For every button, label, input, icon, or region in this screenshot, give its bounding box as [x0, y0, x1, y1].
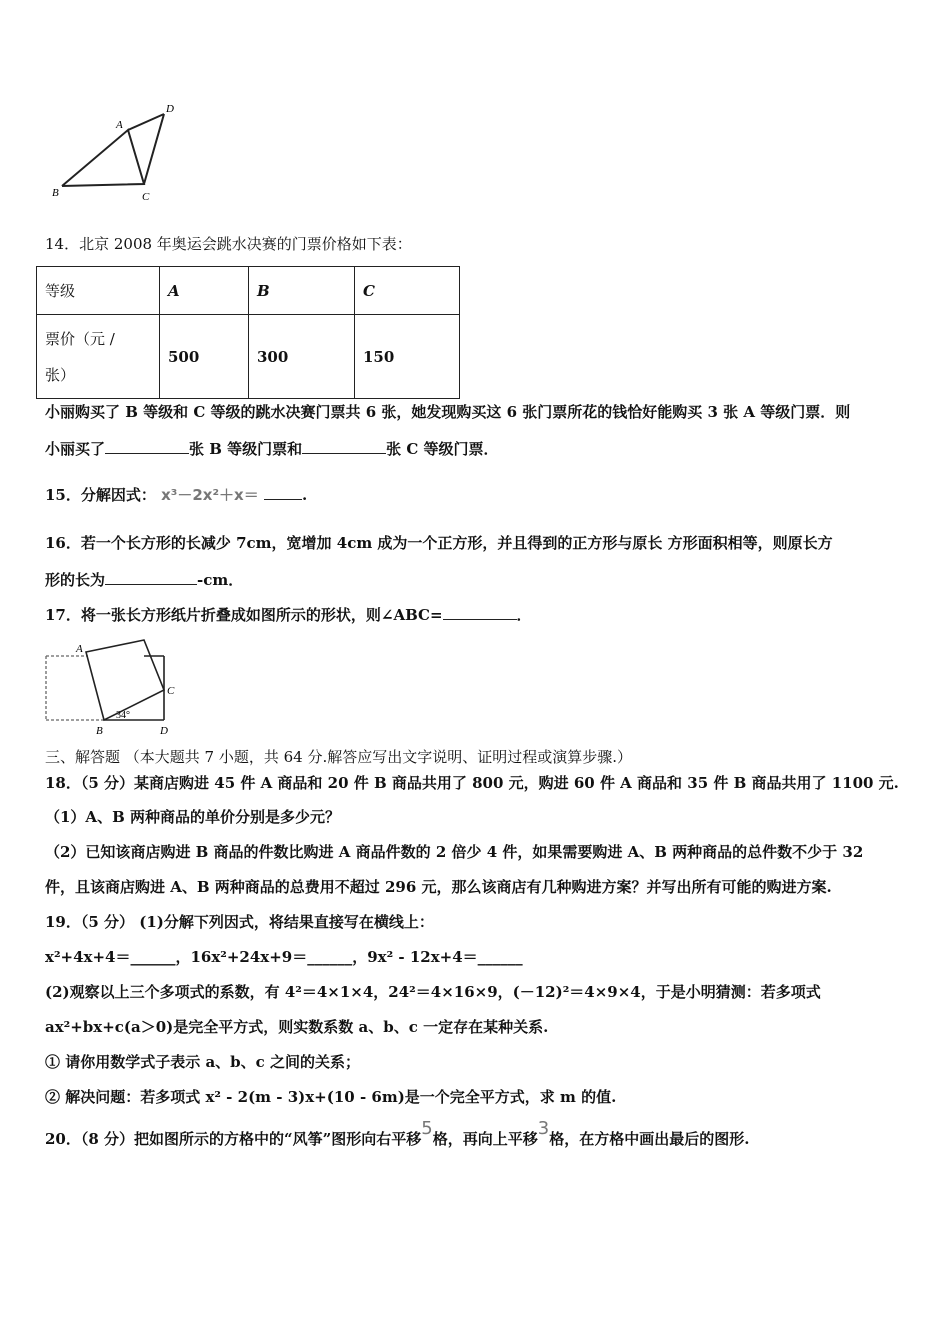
triangle-figure-q13 — [50, 98, 190, 206]
q19-line3: (2)观察以上三个多项式的系数，有 4²＝4×1×4，24²＝4×16×9，(－12)²＝4×9×4，于是小明猜测：若多项式 — [45, 983, 821, 1001]
table-header-a: A — [160, 267, 249, 315]
q15: 15．分解因式： x³－2x²＋x＝ . — [45, 486, 308, 504]
table-header-c: C — [355, 267, 460, 315]
q16-line1: 16．若一个长方形的长减少 7cm，宽增加 4cm 成为一个正方形，并且得到的正方形与原长 方形面积相等，则原长方 — [45, 534, 833, 552]
q19-line5: ① 请你用数学式子表示 a、b、c 之间的关系； — [45, 1053, 361, 1071]
q14-stem: 14．北京 2008 年奥运会跳水决赛的门票价格如下表： — [45, 235, 412, 253]
q18-line4: 件，且该商店购进 A、B 两种商品的总费用不超过 296 元，那么该商店有几种购进方案？并写出所有可能的购进方案. — [45, 878, 832, 896]
q19-line1: 19．（5 分） (1)分解下列因式，将结果直接写在横线上： — [45, 913, 434, 931]
q18-line2: （1）A、B 两种商品的单价分别是多少元？ — [45, 808, 340, 826]
table-price-label: 票价（元 / 张） — [37, 315, 160, 399]
q20: 20．（8 分）把如图所示的方格中的“风筝”图形向右平移5格，再向上平移3格，在方格中画出最后的图形. — [45, 1118, 750, 1148]
table-price-a: 500 — [160, 315, 249, 399]
q19-line2: x²+4x+4＝______，16x²+24x+9＝______，9x² - 12x+4＝______ — [45, 948, 523, 966]
label-b: B — [96, 725, 103, 736]
label-b: B — [52, 187, 59, 199]
q19-line6: ② 解决问题：若多项式 x² - 2(m - 3)x+(10 - 6m)是一个完全平方式，求 m 的值. — [45, 1088, 617, 1106]
label-d: D — [160, 725, 168, 736]
q15-expression: x³－2x²＋x＝ — [161, 486, 259, 504]
q14-line2: 小丽买了 张 B 等级门票和 张 C 等级门票． — [45, 440, 499, 458]
table-price-c: 150 — [355, 315, 460, 399]
table-header-b: B — [249, 267, 355, 315]
label-c: C — [142, 191, 150, 203]
q17: 17．将一张长方形纸片折叠成如图所示的形状，则∠ABC= ． — [45, 606, 532, 624]
ticket-price-table — [36, 266, 460, 399]
angle-label: 34° — [116, 710, 130, 721]
q16-line2: 形的长为 -cm． — [45, 571, 244, 589]
q19-line4: ax²+bx+c(a＞0)是完全平方式，则实数系数 a、b、c 一定存在某种关系. — [45, 1018, 549, 1036]
label-d: D — [166, 103, 174, 115]
table-header-level: 等级 — [37, 267, 160, 315]
q18-line3: （2）已知该商店购进 B 商品的件数比购进 A 商品件数的 2 倍少 4 件，如果需要购进 A、B 两种商品的总件数不少于 32 — [45, 843, 864, 861]
q18-line1: 18．（5 分）某商店购进 45 件 A 商品和 20 件 B 商品共用了 800 元，购进 60 件 A 商品和 35 件 B 商品共用了 1100 元. — [45, 774, 899, 792]
label-a: A — [116, 119, 123, 131]
label-a: A — [76, 643, 83, 655]
q14-line1: 小丽购买了 B 等级和 C 等级的跳水决赛门票共 6 张，她发现购买这 6 张门票所花的钱恰好能购买 3 张 A 等级门票．则 — [45, 403, 851, 421]
section-3-heading: 三、解答题 （本大题共 7 小题，共 64 分.解答应写出文字说明、证明过程或演算步骤.） — [45, 748, 633, 766]
label-c: C — [167, 685, 175, 697]
table-price-b: 300 — [249, 315, 355, 399]
folded-rectangle-figure — [40, 638, 180, 736]
